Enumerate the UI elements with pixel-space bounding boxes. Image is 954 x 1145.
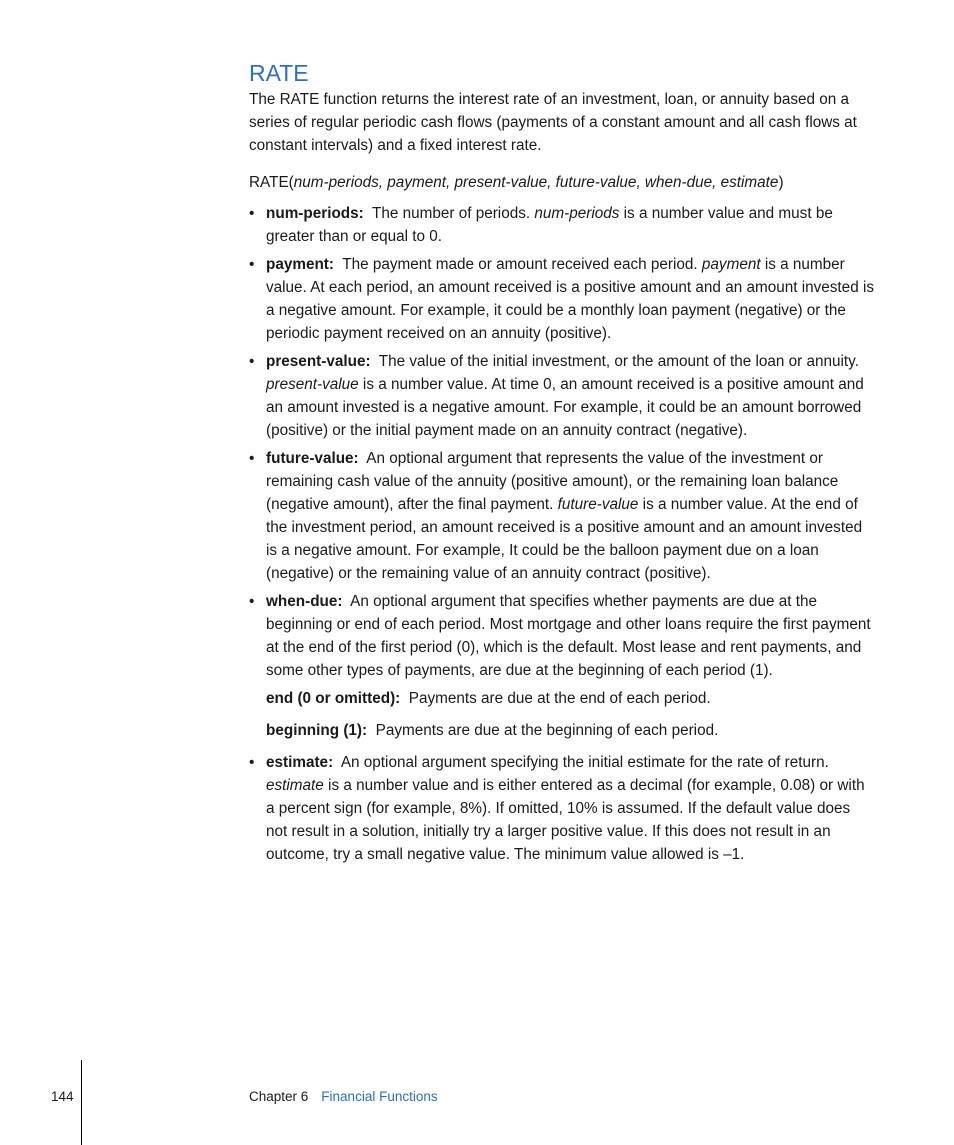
arg-text: The value of the initial investment, or the amount of the loan or annuity.: [378, 353, 859, 370]
option-text: Payments are due at the beginning of each period.: [375, 722, 719, 739]
arg-italic: num-periods: [534, 205, 620, 222]
argument-list: [249, 202, 874, 866]
chapter-footer: [249, 1087, 438, 1107]
arg-text: An optional argument that specifies whether payments are due at the beginning or end of each period. Most mortgage and other loans require the first payment at the end of the first period (0), which is the default. Most lease and rent payments, and some other types of payments, are due at the beginning of each period (1).: [266, 593, 871, 679]
footer-divider: [81, 1060, 82, 1145]
syntax-line: [249, 171, 874, 194]
page-content: [249, 58, 874, 871]
arg-when-due: [249, 590, 874, 742]
arg-term: future-value:: [266, 450, 359, 467]
arg-text: is a number value and must be greater than or equal to 0.: [266, 205, 833, 245]
when-due-option-beginning: [266, 719, 874, 742]
option-text: Payments are due at the end of each period.: [408, 690, 711, 707]
arg-term: num-periods:: [266, 205, 364, 222]
syntax-close-paren: ): [778, 174, 784, 191]
arg-text: The number of periods.: [371, 205, 535, 222]
arg-term: payment:: [266, 256, 334, 273]
section-title: RATE: [249, 60, 309, 86]
arg-italic: present-value: [266, 376, 359, 393]
arg-text: An optional argument that represents the value of the investment or remaining cash value of the annuity (positive amount), or the remaining loan balance (negative amount), after the final payment.: [266, 450, 839, 513]
arg-italic: estimate: [266, 777, 324, 794]
page-number: 144: [51, 1089, 74, 1104]
chapter-label: Chapter 6: [249, 1089, 309, 1104]
arg-text: is a number value. At the end of the investment period, an amount received is a positive amount and an amount invested is a negative amount. For example, It could be the balloon payment due on a loan (negative) or the remaining value of an annuity contract (positive).: [266, 496, 863, 582]
bullet-icon: •: [249, 754, 255, 771]
arg-term: when-due:: [266, 593, 343, 610]
function-name: RATE: [249, 174, 289, 191]
arg-payment: [249, 253, 874, 345]
option-term: end (0 or omitted):: [266, 690, 401, 707]
bullet-icon: •: [249, 256, 255, 273]
syntax-arguments: num-periods, payment, present-value, future-value, when-due, estimate: [293, 174, 779, 191]
arg-text: is a number value and is either entered as a decimal (for example, 0.08) or with a percent sign (for example, 8%). If omitted, 10% is assumed. If the default value does not result in a solution, initially try a larger positive value. If this does not result in an outcome, try a small negative value. The minimum value allowed is –1.: [266, 777, 865, 863]
arg-term: estimate:: [266, 754, 334, 771]
bullet-icon: •: [249, 353, 255, 370]
arg-text: An optional argument specifying the initial estimate for the rate of return.: [340, 754, 829, 771]
arg-text: is a number value. At time 0, an amount received is a positive amount and an amount invested is a negative amount. For example, it could be an amount borrowed (positive) or the initial payment made on an annuity contract (negative).: [266, 376, 864, 439]
arg-italic: future-value: [557, 496, 639, 513]
chapter-name: Financial Functions: [321, 1089, 438, 1104]
arg-future-value: [249, 447, 874, 585]
arg-estimate: [249, 751, 874, 866]
syntax-open-paren: (: [288, 174, 294, 191]
bullet-icon: •: [249, 593, 255, 610]
option-term: beginning (1):: [266, 722, 368, 739]
bullet-icon: •: [249, 205, 255, 222]
arg-present-value: [249, 350, 874, 442]
arg-italic: payment: [701, 256, 761, 273]
arg-text: The payment made or amount received each period.: [342, 256, 702, 273]
bullet-icon: •: [249, 450, 255, 467]
intro-paragraph: The RATE function returns the interest rate of an investment, loan, or annuity based on a series of regular periodic cash flows (payments of a constant amount and all cash flows at constant intervals) and a fixed interest rate.: [249, 91, 857, 154]
arg-text: is a number value. At each period, an amount received is a positive amount and an amount invested is a negative amount. For example, it could be a monthly loan payment (negative) or the periodic payment received on an annuity (positive).: [266, 256, 874, 342]
arg-term: present-value:: [266, 353, 371, 370]
when-due-option-end: [266, 687, 874, 710]
arg-num-periods: [249, 202, 874, 248]
